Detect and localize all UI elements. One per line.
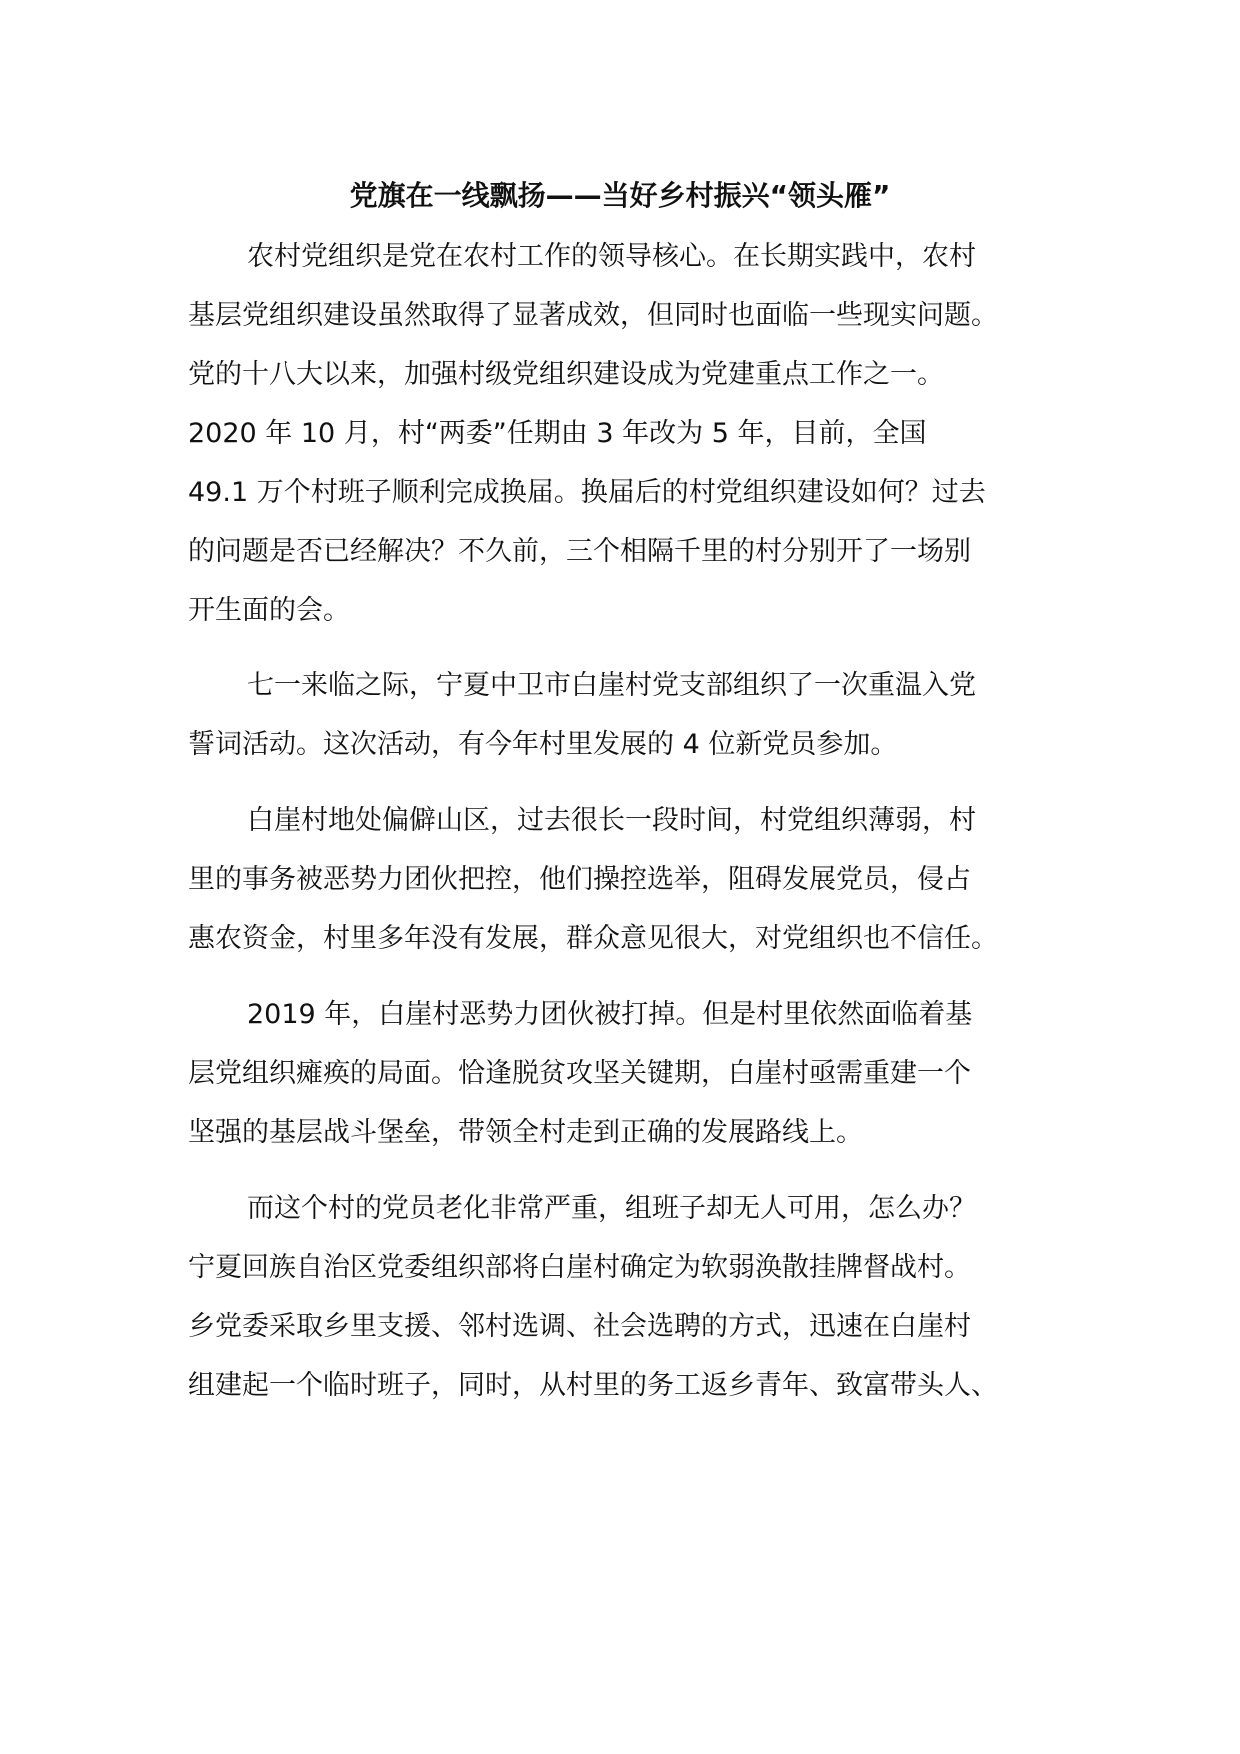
paragraph-1-line-5: 49.1 万个村班子顺利完成换届。换届后的村党组织建设如何？过去 [188,477,986,508]
paragraph-2-line-1: 七一来临之际，宁夏中卫市白崖村党支部组织了一次重温入党 [247,670,976,701]
paragraph-5-line-3: 乡党委采取乡里支援、邻村选调、社会选聘的方式，迅速在白崖村 [188,1311,971,1342]
paragraph-1-line-6: 的问题是否已经解决？不久前，三个相隔千里的村分别开了一场别 [188,536,971,567]
paragraph-2-line-2: 誓词活动。这次活动，有今年村里发展的 4 位新党员参加。 [188,729,898,760]
paragraph-4-line-2: 层党组织瘫痪的局面。恰逢脱贫攻坚关键期，白崖村亟需重建一个 [188,1058,971,1089]
paragraph-1-line-7: 开生面的会。 [188,595,350,626]
paragraph-1-line-4: 2020 年 10 月，村“两委”任期由 3 年改为 5 年，目前，全国 [188,418,927,449]
paragraph-5-line-2: 宁夏回族自治区党委组织部将白崖村确定为软弱涣散挂牌督战村。 [188,1252,971,1283]
paragraph-3-line-2: 里的事务被恶势力团伙把控，他们操控选举，阻碍发展党员，侵占 [188,864,971,895]
paragraph-5-line-4: 组建起一个临时班子，同时，从村里的务工返乡青年、致富带头人、 [188,1370,998,1401]
paragraph-1-line-2: 基层党组织建设虽然取得了显著成效，但同时也面临一些现实问题。 [188,300,998,331]
document-title: 党旗在一线飘扬——当好乡村振兴“领头雁” [349,179,891,212]
paragraph-4-line-3: 坚强的基层战斗堡垒，带领全村走到正确的发展路线上。 [188,1117,863,1148]
paragraph-1-line-3: 党的十八大以来，加强村级党组织建设成为党建重点工作之一。 [188,359,944,390]
paragraph-3-line-3: 惠农资金，村里多年没有发展，群众意见很大，对党组织也不信任。 [188,923,998,954]
paragraph-1-line-1: 农村党组织是党在农村工作的领导核心。在长期实践中，农村 [247,241,976,272]
paragraph-5-line-1: 而这个村的党员老化非常严重，组班子却无人可用，怎么办？ [247,1193,976,1224]
paragraph-3-line-1: 白崖村地处偏僻山区，过去很长一段时间，村党组织薄弱，村 [247,805,976,836]
paragraph-4-line-1: 2019 年，白崖村恶势力团伙被打掉。但是村里依然面临着基 [247,999,973,1030]
